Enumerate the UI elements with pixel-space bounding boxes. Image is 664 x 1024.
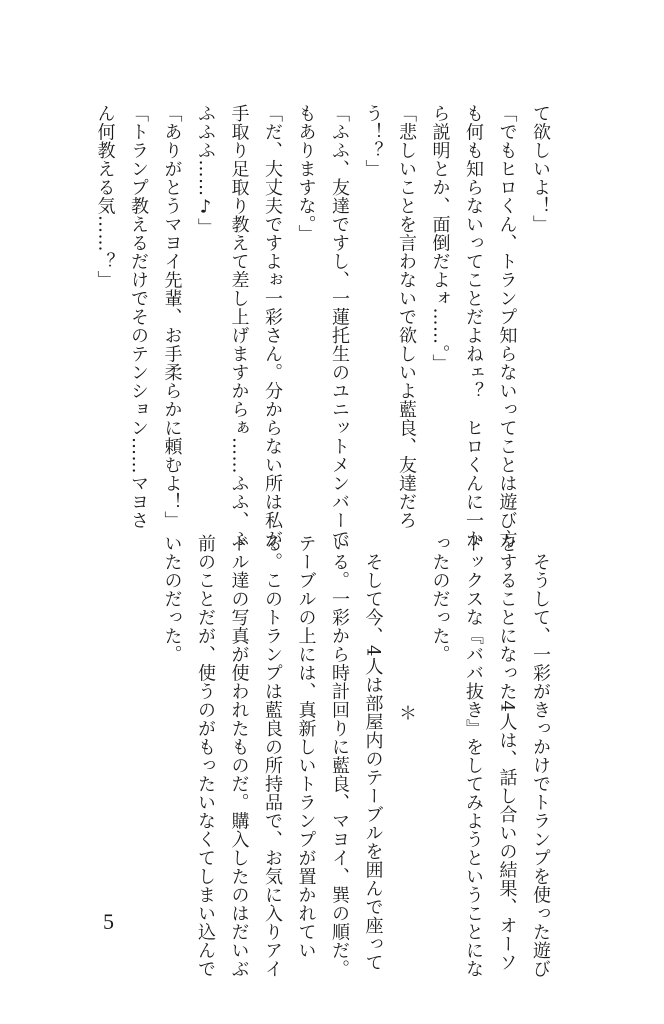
text-line: 「だ、大丈夫ですよぉ一彩さん。分からない所は私が: [262, 104, 283, 548]
text-line: て欲しいよ！」: [530, 104, 551, 234]
text-line: る。このトランプは藍良の所持品で、お気に入りアイ: [262, 534, 283, 978]
text-line: ドックスな『ババ抜き』をしてみようということにな: [463, 534, 484, 978]
text-line: 手取り足取り教えて差し上げますからぁ……ふふ、ふ: [228, 104, 250, 548]
text-line: も何も知らないってことだよねェ？ ヒロくんに一か: [463, 104, 484, 548]
text-line: ん何教える気……？」: [94, 104, 116, 289]
text-line: 前のことだが、使うのがもったいなくてしまい込んで: [195, 534, 216, 978]
text-line: う！？」: [362, 104, 384, 178]
text-line: 「トランプ教えるだけでそのテンション……マヨさ: [128, 104, 149, 530]
text-line: 「でもヒロくん、トランプ知らないってことは遊び方: [496, 104, 518, 548]
text-line: をすることになった4人は、話し合いの結果、オーソ: [496, 534, 518, 972]
lower-text-block: [155, 534, 557, 978]
text-line: ドル達の写真が使われたものだ。購入したのはだいぶ: [228, 534, 250, 978]
text-line: ふふふ……♪」: [195, 104, 216, 237]
text-line: 「ありがとうマヨイ先輩、お手柔らかに頼むよ！」: [161, 104, 183, 530]
upper-text-block: [88, 104, 557, 548]
text-line: 「悲しいことを言わないで欲しいよ藍良、友達だろ: [396, 104, 417, 530]
page-number: 5: [103, 909, 114, 934]
text-line: もありますな。」: [295, 104, 317, 243]
text-line: いる。一彩から時計回りに藍良、マヨイ、巽の順だ。: [329, 534, 350, 978]
text-line: ったのだった。: [429, 534, 451, 664]
text-line: ら説明とか、面倒だよォ……。」: [429, 104, 451, 373]
text-line: テーブルの上には、真新しいトランプが置かれてい: [295, 534, 317, 960]
text-line: そうして、一彩がきっかけでトランプを使った遊び: [530, 534, 551, 978]
text-line: いたのだった。: [161, 534, 183, 664]
text-line: そして今、4人は部屋内のテーブルを囲んで座って: [362, 534, 384, 972]
section-break-asterisk: ＊: [396, 704, 417, 723]
text-line: 「ふふ、友達ですし、一蓮托生のユニットメンバーで: [329, 104, 350, 548]
